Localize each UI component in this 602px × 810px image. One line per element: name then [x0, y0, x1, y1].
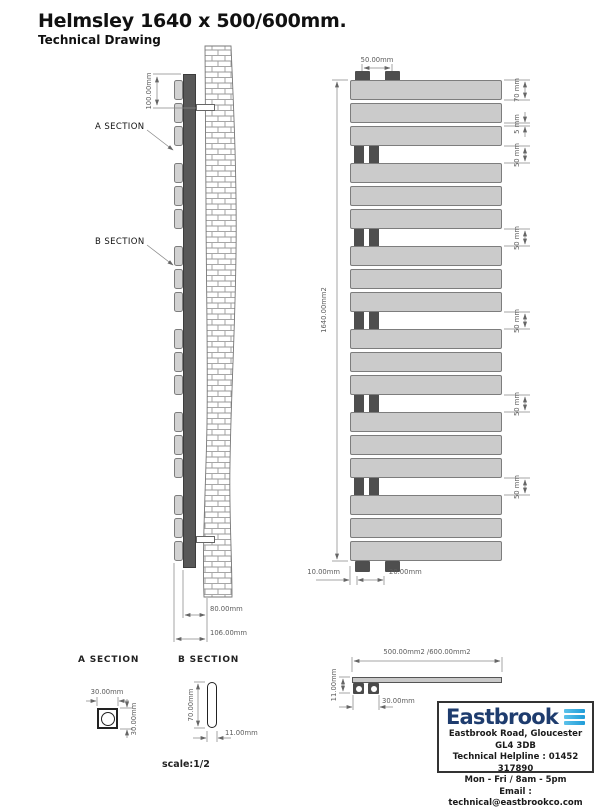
brand-logo [439, 705, 592, 729]
brand-hours: Mon - Fri / 8am - 5pm [464, 775, 567, 785]
side-radiator-panel [174, 209, 183, 229]
collector-pipe-right [369, 144, 379, 165]
side-radiator-panel [174, 375, 183, 395]
dim-group-gap: 50 mm [513, 391, 521, 416]
side-radiator-panel [174, 541, 183, 561]
side-radiator-panel [174, 163, 183, 183]
dim-section-a-width: 30.00mm [90, 688, 124, 696]
dim-plan-width: 500.00mm2 /600.00mm2 [383, 648, 471, 656]
radiator-panel [350, 435, 502, 455]
collector-pipe-left [354, 476, 364, 497]
radiator-panel [350, 246, 502, 266]
radiator-panel [350, 163, 502, 183]
dim-group-gap: 50 mm [513, 225, 521, 250]
radiator-panel [350, 103, 502, 123]
pipe-hole-icon [371, 686, 377, 692]
pipe-hole-icon [356, 686, 362, 692]
wall-bracket-top [196, 104, 215, 111]
collector-pipe-left [354, 144, 364, 165]
page-title: Helmsley 1640 x 500/600mm. [38, 10, 347, 32]
dim-bottom-10: 10.00mm [307, 568, 340, 576]
callout-a-section: A SECTION [95, 122, 145, 132]
radiator-panel [350, 126, 502, 146]
tube-circle-icon [101, 712, 115, 726]
radiator-panel [350, 80, 502, 100]
radiator-panel [350, 412, 502, 432]
brand-email: Email : technical@eastbrookco.com [448, 786, 583, 808]
scale-label: scale:1/2 [162, 759, 210, 770]
side-radiator-panel [174, 458, 183, 478]
side-radiator-panel [174, 246, 183, 266]
radiator-panel [350, 518, 502, 538]
brand-helpline: Technical Helpline : 01452 317890 [452, 752, 579, 774]
side-radiator-panel [174, 518, 183, 538]
collector-pipe-right [369, 476, 379, 497]
wall-brick-pattern [195, 44, 245, 600]
dim-section-a-height: 30.00mm [130, 702, 138, 736]
collector-pipe-right [369, 310, 379, 331]
dim-group-gap: 50 mm [513, 308, 521, 333]
side-radiator-panel [174, 435, 183, 455]
section-b-profile [207, 682, 217, 728]
brand-address: Eastbrook Road, Gloucester GL4 3DB [448, 729, 583, 751]
collector-pipe-left [354, 227, 364, 248]
radiator-panel [350, 495, 502, 515]
dim-top-50: 50.00mm [360, 56, 394, 64]
side-radiator-panel [174, 495, 183, 515]
collector-pipe-left [354, 393, 364, 414]
radiator-panel [350, 458, 502, 478]
dim-group-gap: 50 mm [513, 474, 521, 499]
section-b-title: B SECTION [178, 655, 240, 665]
brand-box [437, 701, 594, 808]
brand-name: Eastbrook [445, 705, 559, 729]
dim-group-gap: 50 mm [513, 142, 521, 167]
dim-depth-80: 80.00mm [210, 605, 243, 613]
dim-panel-gap: 5 mm [513, 114, 521, 134]
radiator-panel [350, 329, 502, 349]
side-view-radiator-bar [183, 74, 196, 568]
dim-depth-106: 106.00mm [210, 629, 248, 637]
radiator-panel [350, 209, 502, 229]
radiator-panel [350, 186, 502, 206]
collector-pipe-left [354, 310, 364, 331]
dim-overall-height: 1640.00mm2 [320, 287, 328, 333]
plan-view-pipe-right [368, 683, 379, 694]
section-a-profile [97, 708, 118, 729]
radiator-panel [350, 375, 502, 395]
side-radiator-panel [174, 329, 183, 349]
side-radiator-panel [174, 103, 183, 123]
wall-bracket-bottom [196, 536, 215, 543]
side-radiator-panel [174, 186, 183, 206]
dim-section-b-width: 11.00mm [225, 729, 258, 737]
radiator-panel [350, 541, 502, 561]
radiator-panel [350, 292, 502, 312]
dim-panel-height: 70 mm [513, 77, 521, 103]
radiator-panel [350, 269, 502, 289]
dim-plan-pipe: 30.00mm [382, 697, 415, 705]
plan-view-pipe-left [353, 683, 364, 694]
page-subtitle: Technical Drawing [38, 33, 161, 47]
callout-b-section: B SECTION [95, 237, 145, 247]
collector-pipe-right [369, 227, 379, 248]
side-radiator-panel [174, 126, 183, 146]
section-a-title: A SECTION [78, 655, 140, 665]
side-radiator-panel [174, 412, 183, 432]
radiator-panel [350, 352, 502, 372]
bottom-pipe-tab-left [355, 561, 370, 572]
side-radiator-panel [174, 80, 183, 100]
side-radiator-panel [174, 352, 183, 372]
eastbrook-stripes-icon [564, 709, 585, 725]
dim-plan-depth: 11.00mm [330, 668, 338, 702]
side-radiator-panel [174, 269, 183, 289]
dim-bottom-20: 20.00mm [389, 568, 422, 576]
dim-bracket-offset: 100.00mm [145, 72, 153, 110]
side-radiator-panel [174, 292, 183, 312]
collector-pipe-right [369, 393, 379, 414]
dim-section-b-height: 70.00mm [187, 688, 195, 722]
